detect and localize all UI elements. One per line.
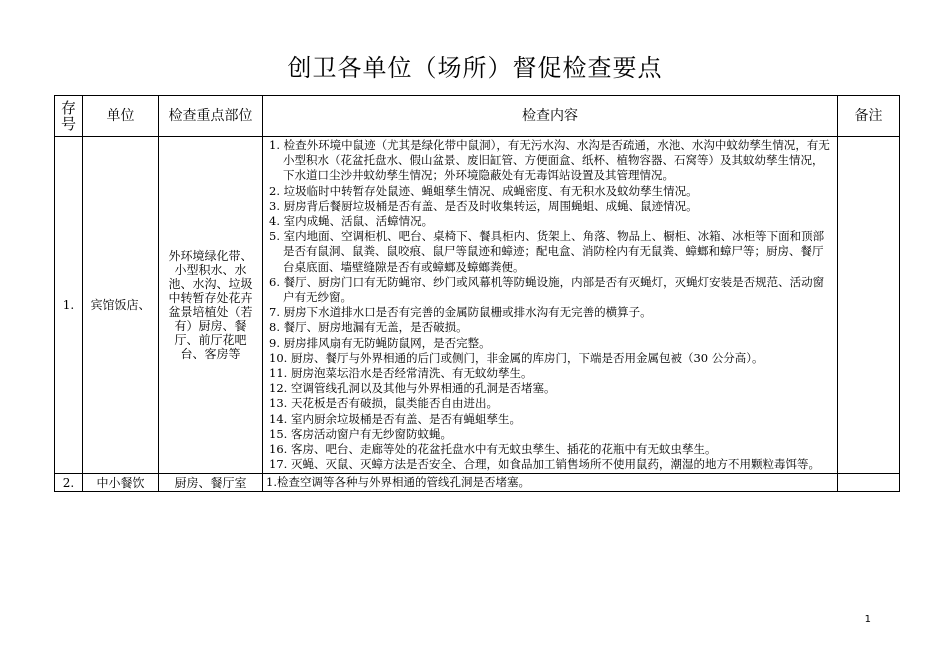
inspection-table (54, 95, 900, 492)
row-number: 1. (55, 137, 83, 474)
content-item: 5. 室内地面、空调柜机、吧台、桌椅下、餐具柜内、货架上、角落、物品上、橱柜、冰箱、冰柜等下面和顶部是否有鼠洞、鼠粪、鼠咬痕、鼠尸等鼠迹和蟑迹；配电盒、消防栓内有无鼠粪、蟑螂和蟑尸等；厨房、餐厅台桌底面、墙壁缝隙是否有或蟑螂及蟑螂粪便。 (269, 229, 825, 274)
table-row (55, 137, 900, 474)
table-header-row (55, 96, 900, 137)
header-content: 检查内容 (263, 96, 838, 137)
content-item: 1. 检查外环境中鼠迹（尤其是绿化带中鼠洞），有无污水沟、水沟是否疏通，水池、水沟中蚊幼孳生情况，有无小型积水（花盆托盘水、假山盆景、废旧缸管、方便面盒、纸杯、植物容器、石窝等）及其蚊幼孳生情况，下水道口尘沙井蚊幼孳生情况；外环境隐蔽处有无毒饵站设置及其管理情况。 (269, 138, 830, 183)
content-item: 4. 室内成蝇、活鼠、活蟑情况。 (269, 214, 434, 229)
content-item: 17. 灭蝇、灭鼠、灭蟑方法是否安全、合理，如食品加工销售场所不使用鼠药，潮湿的地方不用颗粒毒饵等。 (269, 457, 820, 472)
content-item: 16. 客房、吧台、走廊等处的花盆托盘水中有无蚊虫孳生、插花的花瓶中有无蚊虫孳生。 (269, 442, 717, 457)
row-content (263, 137, 838, 474)
content-item: 13. 天花板是否有破损，鼠类能否自由进出。 (269, 396, 498, 411)
table-row (55, 474, 900, 492)
content-item: 12. 空调管线孔洞以及其他与外界相通的孔洞是否堵塞。 (269, 381, 556, 396)
page-title: 创卫各单位（场所）督促检查要点 (287, 54, 663, 82)
header-focus: 检查重点部位 (159, 96, 263, 137)
content-item: 14. 室内厨余垃圾桶是否有盖、是否有蝇蛆孳生。 (269, 411, 521, 426)
content-item: 7. 厨房下水道排水口是否有完善的金属防鼠栅或排水沟有无完善的横算子。 (269, 305, 652, 320)
content-item: 3. 厨房背后餐厨垃圾桶是否有盖、是否及时收集转运，周围蝇蛆、成蝇、鼠迹情况。 (269, 198, 698, 213)
content-item: 1.检查空调等各种与外界相通的管线孔洞是否堵塞。 (266, 475, 530, 490)
content-item: 2. 垃圾临时中转暂存处鼠迹、蝇蛆孳生情况、成蝇密度、有无积水及蚊幼孳生情况。 (269, 183, 698, 198)
row-focus: 外环境绿化带、小型积水、水池、水沟、垃圾中转暂存处花卉盆景培植处（若有）厨房、餐厅、前厅花吧台、客房等 (159, 137, 263, 474)
row-focus: 厨房、餐厅室 (159, 474, 263, 492)
row-content (263, 474, 838, 492)
header-unit: 单位 (83, 96, 159, 137)
row-unit: 宾馆饭店、 (83, 137, 159, 474)
row-remark (838, 137, 900, 474)
content-item: 15. 客房活动窗户有无纱窗防蚊蝇。 (269, 426, 452, 441)
row-remark (838, 474, 900, 492)
content-item: 6. 餐厅、厨房门口有无防蝇帘、纱门或风幕机等防蝇设施，内部是否有灭蝇灯，灭蝇灯安装是否规范、活动窗户有无纱窗。 (269, 274, 825, 305)
row-number: 2. (55, 474, 83, 492)
page-number: 1 (864, 614, 871, 625)
header-remark: 备注 (838, 96, 900, 137)
content-item: 11. 厨房泡菜坛沿水是否经常清洗、有无蚊幼孳生。 (269, 366, 533, 381)
header-no: 存号 (55, 96, 83, 137)
content-item: 9. 厨房排风扇有无防蝇防鼠网，是否完整。 (269, 335, 491, 350)
content-item: 8. 餐厅、厨房地漏有无盖，是否破损。 (269, 320, 468, 335)
content-item: 10. 厨房、餐厅与外界相通的后门或侧门，非金属的库房门，下端是否用金属包被（30 公分高）。 (269, 350, 764, 365)
row-unit: 中小餐饮 (83, 474, 159, 492)
